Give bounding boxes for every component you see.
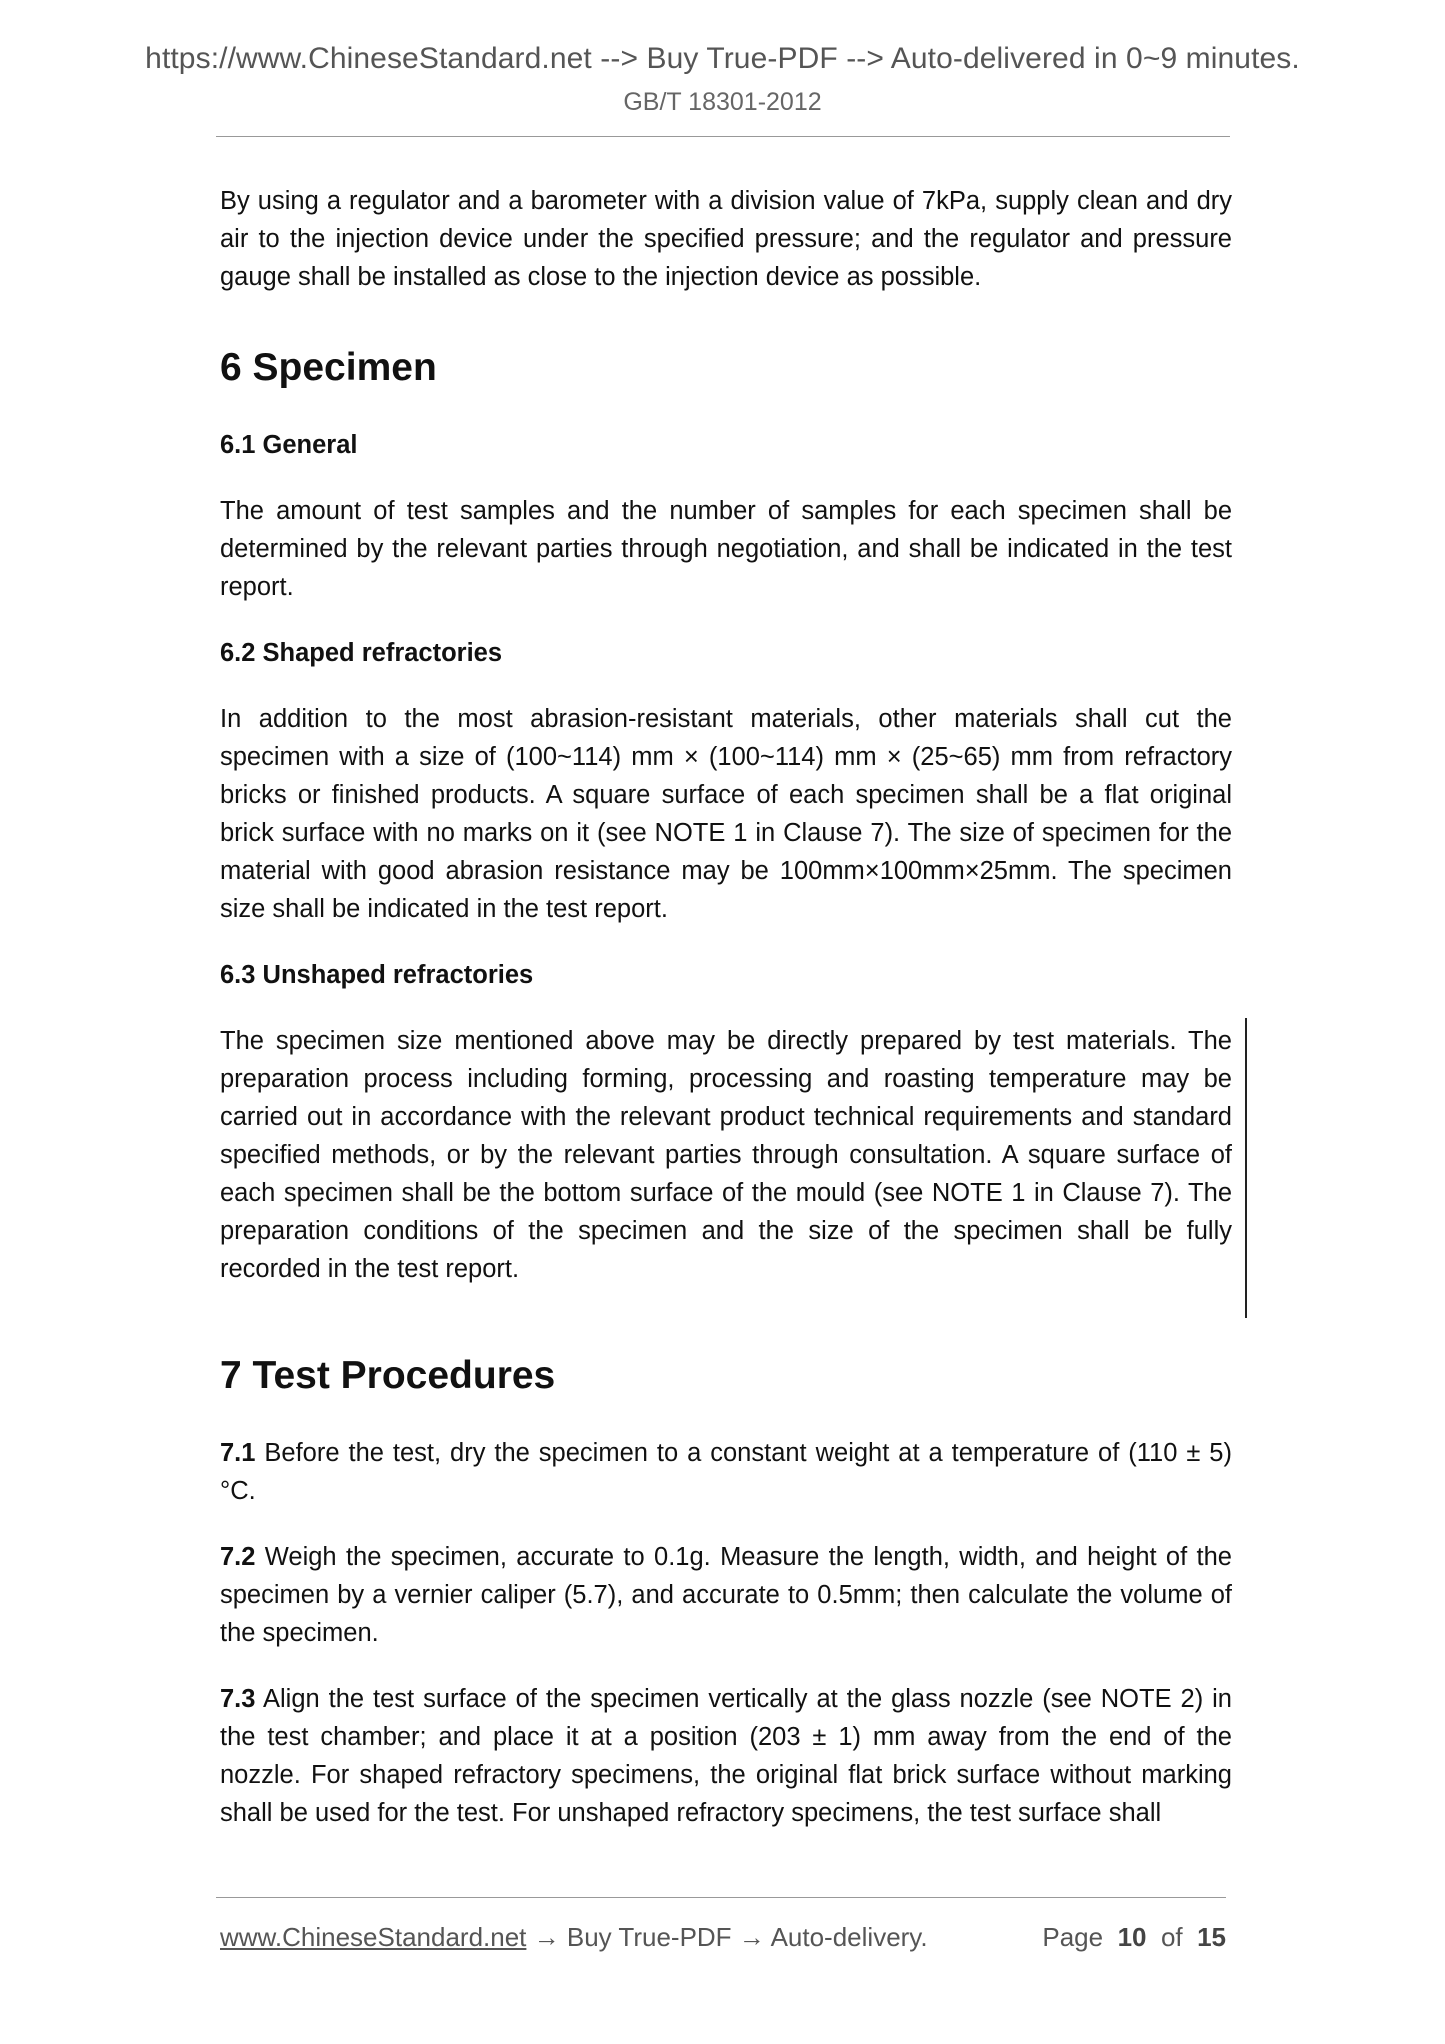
clause-7-3-number: 7.3 [220,1685,256,1713]
clause-7-1-number: 7.1 [220,1439,256,1467]
page-number: 10 [1117,1922,1147,1952]
document-body [220,182,1232,1860]
intro-paragraph: By using a regulator and a barometer with a division value of 7kPa, supply clean and dry air to the injection device under the specified pressure; and the regulator and pressure gauge shall be installed as close to the injection device as possible. [220,187,1232,291]
page-footer [220,1922,1226,1953]
section-7-heading: 7 Test Procedures [220,1354,556,1397]
section-6-3-text: The specimen size mentioned above may be directly prepared by test materials. The preparation process including forming, processing and roasting temperature may be carried out in accordance with the relevant product technical requirements and standard specified methods, or by the relevant parties through consultation. A square surface of each specimen shall be the bottom surface of the mould (see NOTE 1 in Clause 7). The preparation conditions of the specimen and the size of the specimen shall be fully recorded in the test report. [220,1027,1232,1283]
section-6-heading: 6 Specimen [220,346,437,389]
footer-tagline: → Buy True-PDF → Auto-delivery. [526,1922,928,1952]
clause-7-2-number: 7.2 [220,1543,256,1571]
section-6-2-text: In addition to the most abrasion-resistant materials, other materials shall cut the specimen with a size of (100~114) mm × (100~114) mm × (25~65) mm from refractory bricks or finished products. A square surface of each specimen shall be a flat original brick surface with no marks on it (see NOTE 1 in Clause 7). The size of specimen for the material with good abrasion resistance may be 100mm×100mm×25mm. The specimen size shall be indicated in the test report. [220,705,1232,923]
page-indicator [1042,1922,1226,1953]
clause-7-3-text: Align the test surface of the specimen vertically at the glass nozzle (see NOTE 2) in the test chamber; and place it at a position (203 ± 1) mm away from the end of the nozzle. For shaped refractory specimens, the original flat brick surface without marking shall be used for the test. For unshaped refractory specimens, the test surface shall [220,1685,1232,1827]
clause-7-2-text: Weigh the specimen, accurate to 0.1g. Measure the length, width, and height of the specimen by a vernier caliper (5.7), and accurate to 0.5mm; then calculate the volume of the specimen. [220,1543,1232,1647]
section-6-3-heading: 6.3 Unshaped refractories [220,961,534,989]
section-6-2-heading: 6.2 Shaped refractories [220,639,503,667]
clause-7-1 [220,1434,1232,1510]
header-url-line: https://www.ChineseStandard.net --> Buy True-PDF --> Auto-delivered in 0~9 minutes. [145,42,1300,75]
clause-7-3 [220,1680,1232,1832]
footer-site-link[interactable]: www.ChineseStandard.net [220,1922,527,1952]
page-total: 15 [1197,1922,1226,1952]
page-label: Page [1042,1922,1104,1952]
page-of-label: of [1160,1922,1183,1952]
standard-number: GB/T 18301-2012 [623,88,822,116]
clause-7-1-text: Before the test, dry the specimen to a constant weight at a temperature of (110 ± 5) °C. [220,1439,1232,1505]
revision-change-bar [1245,1018,1247,1318]
clause-7-2 [220,1538,1232,1652]
footer-divider [216,1897,1226,1898]
section-6-1-text: The amount of test samples and the number of samples for each specimen shall be determined by the relevant parties through negotiation, and shall be indicated in the test report. [220,497,1232,601]
section-6-1-heading: 6.1 General [220,431,358,459]
header-divider [216,136,1230,137]
